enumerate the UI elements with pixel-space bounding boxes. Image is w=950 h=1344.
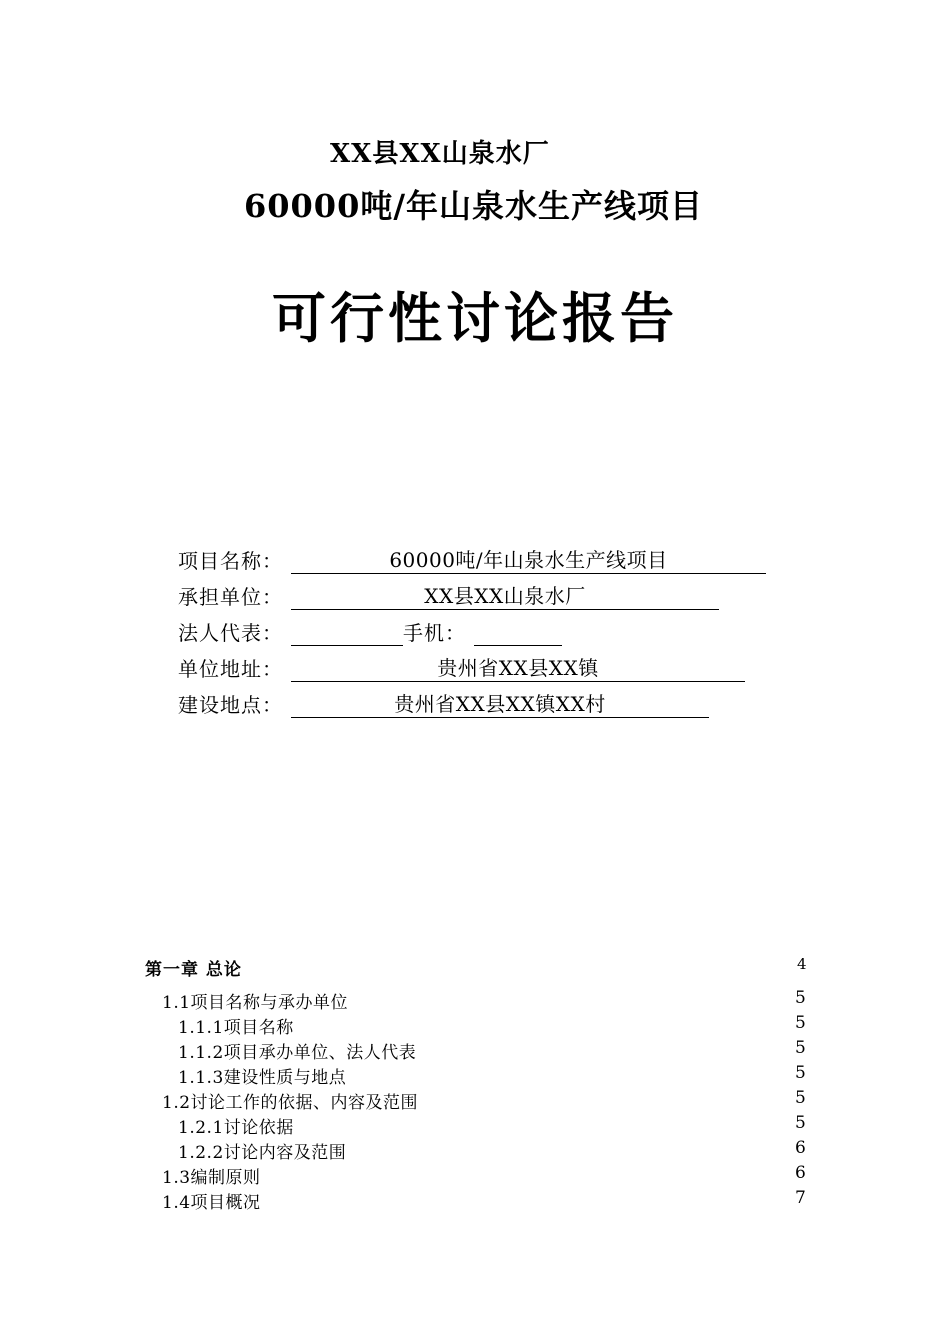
info-row-unit-address [178,652,745,682]
build-site-label: 建设地点： [178,693,283,717]
company-name: XX县XX山泉水厂 [330,139,550,169]
toc-entry-page: 5 [795,1013,807,1033]
toc-entry-page: 5 [795,988,807,1008]
undertaking-unit-value: XX县XX山泉水厂 [291,583,719,610]
toc-entry-title: 1.1.2项目承办单位、法人代表 [178,1043,417,1063]
toc-entry[interactable] [162,1088,810,1112]
unit-address-label: 单位地址： [178,657,283,681]
toc-entry[interactable] [145,955,810,979]
toc-entry[interactable] [162,1188,810,1212]
info-row-legal-rep [178,616,562,646]
info-row-undertaking-unit [178,580,719,610]
toc-entry-title: 1.1项目名称与承办单位 [162,993,349,1013]
toc-entry-page: 6 [795,1138,807,1158]
toc-entry-title: 1.1.3建设性质与地点 [178,1068,347,1088]
toc-entry[interactable] [162,988,810,1012]
toc-entry-title: 1.2讨论工作的依据、内容及范围 [162,1093,419,1113]
legal-rep-label: 法人代表： [178,621,283,645]
toc-entry[interactable] [178,1113,810,1137]
project-name-label: 项目名称： [178,549,283,573]
toc-entry-page: 5 [795,1088,807,1108]
toc-entry-page: 4 [797,955,808,973]
project-subtitle: 60000吨/年山泉水生产线项目 [244,187,704,225]
phone-value [474,619,562,646]
toc-entry[interactable] [178,1038,810,1062]
toc-entry-title: 1.4项目概况 [162,1193,261,1213]
toc-entry-page: 5 [795,1113,807,1133]
info-row-project-name [178,544,766,574]
toc-entry-title: 1.2.2讨论内容及范围 [178,1143,347,1163]
unit-address-value: 贵州省XX县XX镇 [291,655,745,682]
legal-rep-value [291,619,403,646]
toc-entry-title: 1.2.1讨论依据 [178,1118,294,1138]
table-of-contents [0,950,950,1230]
toc-entry-page: 5 [795,1038,807,1058]
toc-entry[interactable] [178,1013,810,1037]
undertaking-unit-label: 承担单位： [178,585,283,609]
build-site-value: 贵州省XX县XX镇XX村 [291,691,709,718]
toc-entry[interactable] [162,1163,810,1187]
toc-entry-page: 5 [795,1063,807,1083]
phone-label: 手机： [403,621,466,645]
report-title: 可行性讨论报告 [272,286,678,350]
toc-entry[interactable] [178,1138,810,1162]
toc-entry-page: 6 [795,1163,807,1183]
toc-entry-page: 7 [795,1188,807,1208]
toc-entry-title: 1.3编制原则 [162,1168,261,1188]
toc-entry-title: 1.1.1项目名称 [178,1018,294,1038]
project-name-value: 60000吨/年山泉水生产线项目 [291,547,766,574]
toc-entry[interactable] [178,1063,810,1087]
info-row-build-site [178,688,709,718]
toc-entry-title: 第一章 总论 [145,960,242,980]
